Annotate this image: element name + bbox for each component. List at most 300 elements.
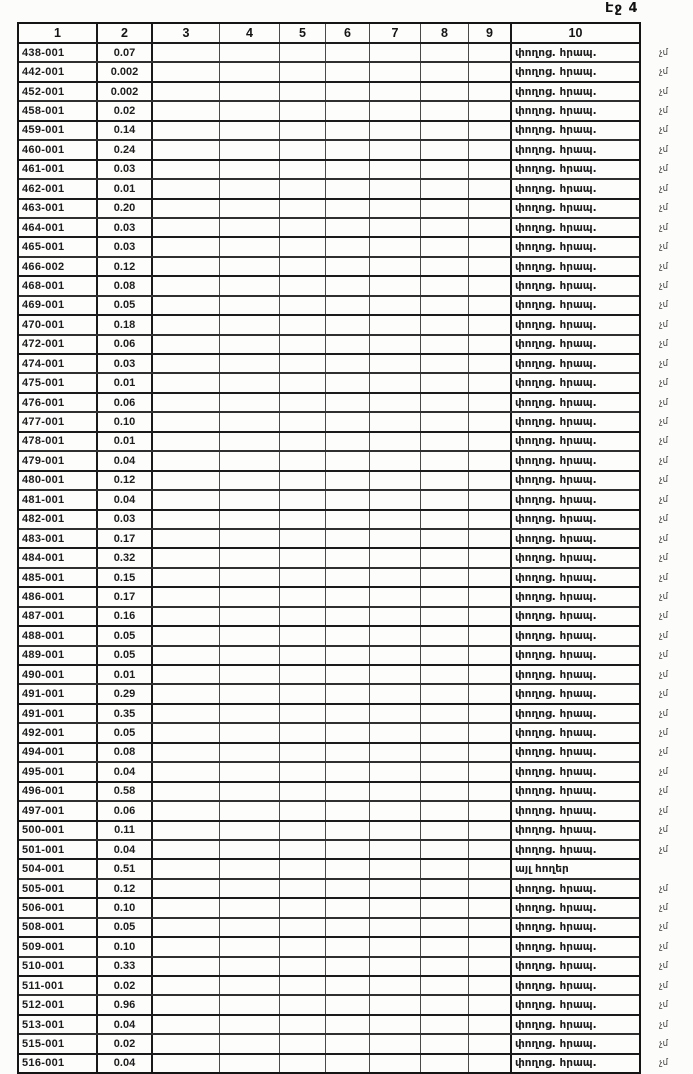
table-row <box>19 489 668 508</box>
row-code-cell: 492-001 <box>22 727 65 740</box>
margin-note: չմ <box>659 164 668 175</box>
empty-cell <box>420 413 468 430</box>
row-note-cell: փողոց. հրապ. <box>510 200 639 217</box>
empty-cell <box>279 783 325 800</box>
empty-cell <box>219 647 279 664</box>
empty-cell <box>219 355 279 372</box>
empty-cell <box>151 141 219 158</box>
empty-cell <box>369 83 420 100</box>
empty-cell <box>369 394 420 411</box>
empty-cell <box>325 569 369 586</box>
empty-cell <box>420 841 468 858</box>
empty-cell <box>151 627 219 644</box>
row-code-cell: 481-001 <box>22 493 65 506</box>
empty-cell <box>369 996 420 1013</box>
row-note-cell: փողոց. հրապ. <box>510 588 639 605</box>
table-row <box>19 295 668 314</box>
empty-cell <box>219 200 279 217</box>
margin-note: չմ <box>659 630 668 641</box>
empty-cell <box>279 938 325 955</box>
empty-cell <box>325 258 369 275</box>
empty-cell <box>468 413 510 430</box>
page-number: Էջ 4 <box>605 1 639 16</box>
empty-cell <box>468 122 510 139</box>
row-note-cell: փողոց. հրապ. <box>510 1016 639 1033</box>
row-value-cell: 0.01 <box>96 180 151 197</box>
empty-cell <box>151 180 219 197</box>
margin-note: չմ <box>659 1019 668 1030</box>
row-value-cell: 0.18 <box>96 316 151 333</box>
empty-cell <box>468 860 510 877</box>
empty-cell <box>219 277 279 294</box>
empty-cell <box>369 899 420 916</box>
empty-cell <box>151 938 219 955</box>
row-code-cell: 438-001 <box>22 46 65 59</box>
table-row <box>19 275 668 294</box>
table-row <box>19 334 668 353</box>
empty-cell <box>468 802 510 819</box>
empty-cell <box>151 744 219 761</box>
margin-note: չմ <box>659 747 668 758</box>
empty-cell <box>369 666 420 683</box>
empty-cell <box>420 316 468 333</box>
empty-cell <box>279 666 325 683</box>
empty-cell <box>420 1035 468 1052</box>
row-note-cell: փողոց. հրապ. <box>510 355 639 372</box>
margin-note: չմ <box>659 280 668 291</box>
margin-note: չմ <box>659 1000 668 1011</box>
table-row <box>19 897 668 916</box>
empty-cell <box>325 180 369 197</box>
empty-cell <box>420 996 468 1013</box>
empty-cell <box>468 763 510 780</box>
empty-cell <box>325 880 369 897</box>
row-code-cell: 462-001 <box>22 182 65 195</box>
empty-cell <box>468 374 510 391</box>
empty-cell <box>279 161 325 178</box>
margin-note: չմ <box>659 553 668 564</box>
row-value-cell: 0.04 <box>96 1055 151 1072</box>
empty-cell <box>151 549 219 566</box>
empty-cell <box>420 763 468 780</box>
empty-cell <box>151 452 219 469</box>
empty-cell <box>325 511 369 528</box>
margin-note: չմ <box>659 611 668 622</box>
empty-cell <box>420 822 468 839</box>
empty-cell <box>369 316 420 333</box>
empty-cell <box>279 277 325 294</box>
empty-cell <box>279 1055 325 1072</box>
empty-cell <box>369 219 420 236</box>
empty-cell <box>468 705 510 722</box>
table-row <box>19 61 668 80</box>
empty-cell <box>369 685 420 702</box>
empty-cell <box>369 472 420 489</box>
row-note-cell: փողոց. հրապ. <box>510 880 639 897</box>
empty-cell <box>468 899 510 916</box>
empty-cell <box>420 63 468 80</box>
empty-cell <box>369 744 420 761</box>
empty-cell <box>219 783 279 800</box>
empty-cell <box>325 102 369 119</box>
empty-cell <box>369 1055 420 1072</box>
empty-cell <box>369 977 420 994</box>
table-row <box>19 81 668 100</box>
empty-cell <box>369 938 420 955</box>
empty-cell <box>279 958 325 975</box>
empty-cell <box>325 666 369 683</box>
table-row <box>19 606 668 625</box>
margin-note: չմ <box>659 669 668 680</box>
row-value-cell: 0.02 <box>96 1035 151 1052</box>
empty-cell <box>468 180 510 197</box>
table-row <box>19 936 668 955</box>
row-note-cell: փողոց. հրապ. <box>510 647 639 664</box>
table-row <box>19 800 668 819</box>
empty-cell <box>420 200 468 217</box>
empty-cell <box>369 413 420 430</box>
table-row <box>19 820 668 839</box>
empty-cell <box>279 1016 325 1033</box>
empty-cell <box>219 258 279 275</box>
row-note-cell: փողոց. հրապ. <box>510 802 639 819</box>
empty-cell <box>468 44 510 61</box>
empty-cell <box>151 977 219 994</box>
empty-cell <box>468 958 510 975</box>
empty-cell <box>468 200 510 217</box>
empty-cell <box>325 316 369 333</box>
row-note-cell: փողոց. հրապ. <box>510 1035 639 1052</box>
row-code-cell: 474-001 <box>22 357 65 370</box>
row-code-cell: 510-001 <box>22 960 65 973</box>
empty-cell <box>279 355 325 372</box>
empty-cell <box>468 316 510 333</box>
row-code-cell: 505-001 <box>22 882 65 895</box>
empty-cell <box>279 705 325 722</box>
empty-cell <box>151 608 219 625</box>
row-value-cell: 0.002 <box>96 83 151 100</box>
margin-note: չմ <box>659 319 668 330</box>
empty-cell <box>420 627 468 644</box>
empty-cell <box>468 996 510 1013</box>
row-value-cell: 0.02 <box>96 977 151 994</box>
empty-cell <box>468 102 510 119</box>
table-row <box>19 994 668 1013</box>
empty-cell <box>325 958 369 975</box>
empty-cell <box>279 83 325 100</box>
empty-cell <box>151 822 219 839</box>
empty-cell <box>468 219 510 236</box>
empty-cell <box>219 472 279 489</box>
empty-cell <box>279 919 325 936</box>
margin-note: չմ <box>659 86 668 97</box>
empty-cell <box>369 724 420 741</box>
row-note-cell: փողոց. հրապ. <box>510 549 639 566</box>
column-header: 8 <box>420 24 468 42</box>
empty-cell <box>279 219 325 236</box>
row-note-cell: փողոց. հրապ. <box>510 219 639 236</box>
empty-cell <box>279 744 325 761</box>
empty-cell <box>219 899 279 916</box>
row-code-cell: 491-001 <box>22 707 65 720</box>
row-code-cell: 470-001 <box>22 318 65 331</box>
margin-note: չմ <box>659 125 668 136</box>
row-note-cell: փողոց. հրապ. <box>510 258 639 275</box>
row-value-cell: 0.06 <box>96 336 151 353</box>
row-value-cell: 0.10 <box>96 899 151 916</box>
table-row <box>19 411 668 430</box>
empty-cell <box>420 919 468 936</box>
margin-note: չմ <box>659 728 668 739</box>
empty-cell <box>369 297 420 314</box>
row-code-cell: 478-001 <box>22 435 65 448</box>
empty-cell <box>420 219 468 236</box>
margin-note: չմ <box>659 67 668 78</box>
empty-cell <box>420 938 468 955</box>
row-value-cell: 0.04 <box>96 1016 151 1033</box>
empty-cell <box>468 919 510 936</box>
row-note-cell: փողոց. հրապ. <box>510 958 639 975</box>
empty-cell <box>279 549 325 566</box>
margin-note: չմ <box>659 825 668 836</box>
table-row <box>19 392 668 411</box>
row-note-cell: փողոց. հրապ. <box>510 744 639 761</box>
empty-cell <box>279 316 325 333</box>
margin-note: չմ <box>659 1039 668 1050</box>
empty-cell <box>325 200 369 217</box>
empty-cell <box>369 802 420 819</box>
row-value-cell: 0.02 <box>96 102 151 119</box>
empty-cell <box>325 627 369 644</box>
row-note-cell: փողոց. հրապ. <box>510 122 639 139</box>
margin-note: չմ <box>659 766 668 777</box>
row-code-cell: 479-001 <box>22 454 65 467</box>
empty-cell <box>420 277 468 294</box>
row-note-cell: այլ հողեր <box>510 860 639 877</box>
empty-cell <box>219 413 279 430</box>
empty-cell <box>151 161 219 178</box>
empty-cell <box>325 491 369 508</box>
row-value-cell: 0.05 <box>96 297 151 314</box>
empty-cell <box>151 996 219 1013</box>
empty-cell <box>279 880 325 897</box>
table-row <box>19 159 668 178</box>
empty-cell <box>325 355 369 372</box>
row-note-cell: փողոց. հրապ. <box>510 763 639 780</box>
margin-note: չմ <box>659 222 668 233</box>
table-row <box>19 781 668 800</box>
empty-cell <box>279 977 325 994</box>
margin-note: չմ <box>659 708 668 719</box>
empty-cell <box>468 1035 510 1052</box>
row-note-cell: փողոց. հրապ. <box>510 491 639 508</box>
row-note-cell: փողոց. հրապ. <box>510 433 639 450</box>
empty-cell <box>325 219 369 236</box>
row-value-cell: 0.11 <box>96 822 151 839</box>
empty-cell <box>219 161 279 178</box>
empty-cell <box>468 977 510 994</box>
empty-cell <box>420 1016 468 1033</box>
empty-cell <box>151 83 219 100</box>
row-code-cell: 511-001 <box>22 979 64 992</box>
empty-cell <box>219 530 279 547</box>
row-value-cell: 0.08 <box>96 277 151 294</box>
empty-cell <box>151 685 219 702</box>
empty-cell <box>325 44 369 61</box>
empty-cell <box>420 394 468 411</box>
empty-cell <box>369 880 420 897</box>
empty-cell <box>369 355 420 372</box>
empty-cell <box>219 452 279 469</box>
row-note-cell: փողոց. հրապ. <box>510 83 639 100</box>
row-value-cell: 0.35 <box>96 705 151 722</box>
margin-note: չմ <box>659 242 668 253</box>
table-row <box>19 722 668 741</box>
empty-cell <box>219 666 279 683</box>
row-note-cell: փողոց. հրապ. <box>510 841 639 858</box>
empty-cell <box>468 141 510 158</box>
empty-cell <box>219 63 279 80</box>
table-row <box>19 664 668 683</box>
row-note-cell: փողոց. հրապ. <box>510 977 639 994</box>
empty-cell <box>325 938 369 955</box>
empty-cell <box>369 277 420 294</box>
empty-cell <box>369 238 420 255</box>
empty-cell <box>325 1016 369 1033</box>
empty-cell <box>151 258 219 275</box>
empty-cell <box>369 647 420 664</box>
empty-cell <box>468 394 510 411</box>
empty-cell <box>369 860 420 877</box>
row-note-cell: փողոց. հրապ. <box>510 899 639 916</box>
empty-cell <box>151 1016 219 1033</box>
row-note-cell: փողոց. հրապ. <box>510 822 639 839</box>
empty-cell <box>420 705 468 722</box>
empty-cell <box>325 977 369 994</box>
row-value-cell: 0.33 <box>96 958 151 975</box>
empty-cell <box>279 1035 325 1052</box>
empty-cell <box>219 822 279 839</box>
empty-cell <box>369 608 420 625</box>
empty-cell <box>279 374 325 391</box>
row-value-cell: 0.12 <box>96 880 151 897</box>
empty-cell <box>279 238 325 255</box>
empty-cell <box>369 511 420 528</box>
empty-cell <box>369 705 420 722</box>
empty-cell <box>325 297 369 314</box>
empty-cell <box>468 472 510 489</box>
margin-note: չմ <box>659 358 668 369</box>
empty-cell <box>151 1035 219 1052</box>
table-row <box>19 372 668 391</box>
empty-cell <box>468 588 510 605</box>
empty-cell <box>325 724 369 741</box>
empty-cell <box>279 860 325 877</box>
empty-cell <box>468 685 510 702</box>
table-row <box>19 509 668 528</box>
margin-note: չմ <box>659 1058 668 1069</box>
empty-cell <box>151 860 219 877</box>
empty-cell <box>420 44 468 61</box>
row-value-cell: 0.03 <box>96 355 151 372</box>
table-row <box>19 703 668 722</box>
row-code-cell: 509-001 <box>22 940 65 953</box>
empty-cell <box>219 744 279 761</box>
empty-cell <box>369 122 420 139</box>
table-row <box>19 100 668 119</box>
row-code-cell: 496-001 <box>22 785 65 798</box>
row-note-cell: փողոց. հրապ. <box>510 161 639 178</box>
empty-cell <box>279 530 325 547</box>
empty-cell <box>151 316 219 333</box>
empty-cell <box>420 569 468 586</box>
table-row <box>19 839 668 858</box>
row-code-cell: 442-001 <box>22 66 65 79</box>
row-code-cell: 490-001 <box>22 668 65 681</box>
empty-cell <box>219 569 279 586</box>
empty-cell <box>420 452 468 469</box>
table-row <box>19 528 668 547</box>
row-value-cell: 0.32 <box>96 549 151 566</box>
row-code-cell: 501-001 <box>22 843 65 856</box>
margin-note: չմ <box>659 650 668 661</box>
empty-cell <box>325 685 369 702</box>
table-row <box>19 956 668 975</box>
empty-cell <box>420 258 468 275</box>
empty-cell <box>369 141 420 158</box>
margin-note: չմ <box>659 47 668 58</box>
empty-cell <box>151 880 219 897</box>
empty-cell <box>151 44 219 61</box>
row-value-cell: 0.05 <box>96 627 151 644</box>
empty-cell <box>325 1035 369 1052</box>
row-note-cell: փողոց. հրապ. <box>510 705 639 722</box>
row-value-cell: 0.12 <box>96 258 151 275</box>
empty-cell <box>279 841 325 858</box>
margin-note: չմ <box>659 514 668 525</box>
row-code-cell: 482-001 <box>22 513 65 526</box>
row-note-cell: փողոց. հրապ. <box>510 919 639 936</box>
empty-cell <box>369 161 420 178</box>
empty-cell <box>151 336 219 353</box>
table-row <box>19 742 668 761</box>
table-row <box>19 120 668 139</box>
table-row <box>19 1033 668 1052</box>
empty-cell <box>420 783 468 800</box>
empty-cell <box>325 608 369 625</box>
empty-cell <box>468 724 510 741</box>
empty-cell <box>420 588 468 605</box>
empty-cell <box>369 452 420 469</box>
empty-cell <box>219 1035 279 1052</box>
empty-cell <box>219 763 279 780</box>
table-row <box>19 314 668 333</box>
empty-cell <box>468 1055 510 1072</box>
empty-cell <box>325 238 369 255</box>
empty-cell <box>219 685 279 702</box>
row-value-cell: 0.03 <box>96 219 151 236</box>
empty-cell <box>369 588 420 605</box>
empty-cell <box>151 277 219 294</box>
empty-cell <box>219 433 279 450</box>
table-row <box>19 683 668 702</box>
empty-cell <box>279 102 325 119</box>
row-code-cell: 460-001 <box>22 143 65 156</box>
empty-cell <box>369 374 420 391</box>
empty-cell <box>151 394 219 411</box>
row-code-cell: 508-001 <box>22 921 65 934</box>
row-note-cell: փողոց. հրապ. <box>510 783 639 800</box>
